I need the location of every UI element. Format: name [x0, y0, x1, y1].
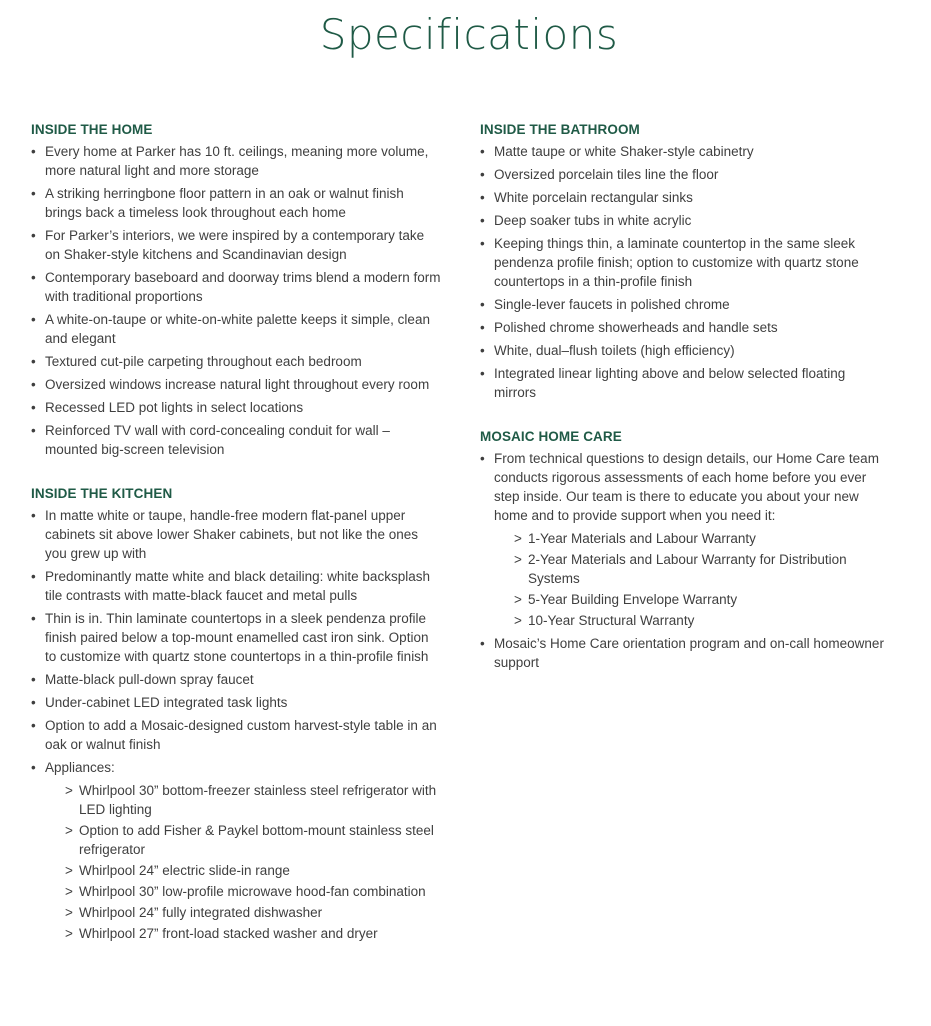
list-item-text: Appliances: — [45, 760, 115, 775]
section-heading: INSIDE THE BATHROOM — [480, 122, 640, 137]
list-item-text: A white-on-taupe or white-on-white palette keeps it simple, clean and elegant — [45, 312, 430, 346]
sub-list-item-text: Whirlpool 27” front-load stacked washer and dryer — [79, 926, 378, 941]
list-item-warranties — [480, 449, 890, 630]
list-item-text: White, dual–flush toilets (high efficiency) — [494, 343, 735, 358]
sub-list-item-text: 2-Year Materials and Labour Warranty for Distribution Systems — [528, 552, 847, 586]
list-item-text: For Parker’s interiors, we were inspired by a contemporary take on Shaker-style kitchens and Scandinavian design — [45, 228, 425, 262]
appliance-list — [65, 781, 441, 943]
list-item — [480, 188, 890, 207]
section-inside-the-kitchen — [31, 485, 441, 943]
left-column — [31, 121, 441, 969]
sub-list-item-text: Whirlpool 24” fully integrated dishwasher — [79, 905, 323, 920]
list-item — [480, 634, 890, 672]
list-item — [480, 364, 890, 402]
list-item-text: Reinforced TV wall with cord-concealing conduit for wall –mounted big-screen television — [45, 423, 390, 457]
list-item-text: Deep soaker tubs in white acrylic — [494, 213, 692, 228]
list-item-text: White porcelain rectangular sinks — [494, 190, 693, 205]
list-item-text: Matte taupe or white Shaker-style cabinetry — [494, 144, 754, 159]
list-item — [31, 375, 441, 394]
list-item — [31, 352, 441, 371]
list-item-text: Under-cabinet LED integrated task lights — [45, 695, 288, 710]
sub-list-item-text: Option to add Fisher & Paykel bottom-mount stainless steel refrigerator — [79, 823, 434, 857]
list-item-text: Matte-black pull-down spray faucet — [45, 672, 254, 687]
section-heading: INSIDE THE KITCHEN — [31, 486, 173, 501]
list-item-text: Mosaic’s Home Care orientation program and on-call homeowner support — [494, 636, 884, 670]
sub-list-item-text: Whirlpool 30” low-profile microwave hood-fan combination — [79, 884, 426, 899]
list-item — [31, 716, 441, 754]
sub-list-item-text: Whirlpool 24” electric slide-in range — [79, 863, 290, 878]
list-item — [31, 567, 441, 605]
list-item-text: Polished chrome showerheads and handle sets — [494, 320, 778, 335]
list-item-text: Oversized windows increase natural light throughout every room — [45, 377, 430, 392]
sub-list-item — [514, 590, 890, 609]
list-item — [480, 165, 890, 184]
sub-list-item — [65, 821, 441, 859]
list-item — [31, 670, 441, 689]
list-item — [480, 234, 890, 291]
list-item-appliances — [31, 758, 441, 943]
bullet-list — [31, 142, 441, 459]
list-item-text: Contemporary baseboard and doorway trims blend a modern form with traditional proportions — [45, 270, 441, 304]
list-item — [31, 226, 441, 264]
bullet-list — [31, 506, 441, 943]
page-title: Specifications — [319, 10, 619, 59]
list-item-text: In matte white or taupe, handle-free modern flat-panel upper cabinets sit above lower Shaker cabinets, but not like the ones you grew up with — [45, 508, 418, 561]
list-item — [31, 609, 441, 666]
bullet-list — [480, 449, 890, 672]
list-item-text: From technical questions to design details, our Home Care team conducts rigorous assessments of each home before you ever step inside. Our team is there to educate you about your new home and to provide support when you need it: — [494, 451, 879, 523]
sub-list-item — [514, 550, 890, 588]
section-heading: MOSAIC HOME CARE — [480, 429, 622, 444]
sub-list-item-text: 10-Year Structural Warranty — [528, 613, 695, 628]
list-item-text: Oversized porcelain tiles line the floor — [494, 167, 719, 182]
list-item — [31, 421, 441, 459]
list-item — [31, 184, 441, 222]
section-inside-the-bathroom — [480, 121, 890, 402]
warranty-list — [514, 529, 890, 630]
list-item-text: Integrated linear lighting above and below selected floating mirrors — [494, 366, 846, 400]
list-item-text: Thin is in. Thin laminate countertops in a sleek pendenza profile finish paired below a top-mount enamelled cast iron sink. Option to customize with quartz stone countertops in a thin-profile finish — [45, 611, 429, 664]
sub-list-item-text: 5-Year Building Envelope Warranty — [528, 592, 738, 607]
list-item-text: Single-lever faucets in polished chrome — [494, 297, 730, 312]
sub-list-item — [65, 903, 441, 922]
sub-list-item-text: Whirlpool 30” bottom-freezer stainless steel refrigerator with LED lighting — [79, 783, 437, 817]
list-item — [31, 268, 441, 306]
sub-list-item — [65, 924, 441, 943]
list-item-text: Every home at Parker has 10 ft. ceilings, meaning more volume, more natural light and more storage — [45, 144, 429, 178]
list-item-text: Textured cut-pile carpeting throughout each bedroom — [45, 354, 362, 369]
list-item — [31, 693, 441, 712]
bullet-list — [480, 142, 890, 402]
list-item-text: Predominantly matte white and black detailing: white backsplash tile contrasts with matte-black faucet and metal pulls — [45, 569, 430, 603]
section-heading: INSIDE THE HOME — [31, 122, 153, 137]
sub-list-item-text: 1-Year Materials and Labour Warranty — [528, 531, 756, 546]
list-item-text: Recessed LED pot lights in select locations — [45, 400, 304, 415]
list-item-text: Option to add a Mosaic-designed custom harvest-style table in an oak or walnut finish — [45, 718, 437, 752]
sub-list-item — [514, 611, 890, 630]
list-item — [480, 295, 890, 314]
sub-list-item — [65, 882, 441, 901]
sub-list-item — [65, 861, 441, 880]
list-item — [31, 310, 441, 348]
list-item-text: Keeping things thin, a laminate countertop in the same sleek pendenza profile finish; option to customize with quartz stone countertops in a thin-profile finish — [494, 236, 859, 289]
list-item — [480, 318, 890, 337]
list-item — [31, 142, 441, 180]
list-item — [480, 142, 890, 161]
sub-list-item — [65, 781, 441, 819]
right-column — [480, 121, 890, 698]
list-item — [31, 506, 441, 563]
sub-list-item — [514, 529, 890, 548]
section-mosaic-home-care — [480, 428, 890, 672]
list-item — [480, 341, 890, 360]
section-inside-the-home — [31, 121, 441, 459]
list-item — [31, 398, 441, 417]
list-item-text: A striking herringbone floor pattern in an oak or walnut finish brings back a timeless look throughout each home — [45, 186, 404, 220]
list-item — [480, 211, 890, 230]
